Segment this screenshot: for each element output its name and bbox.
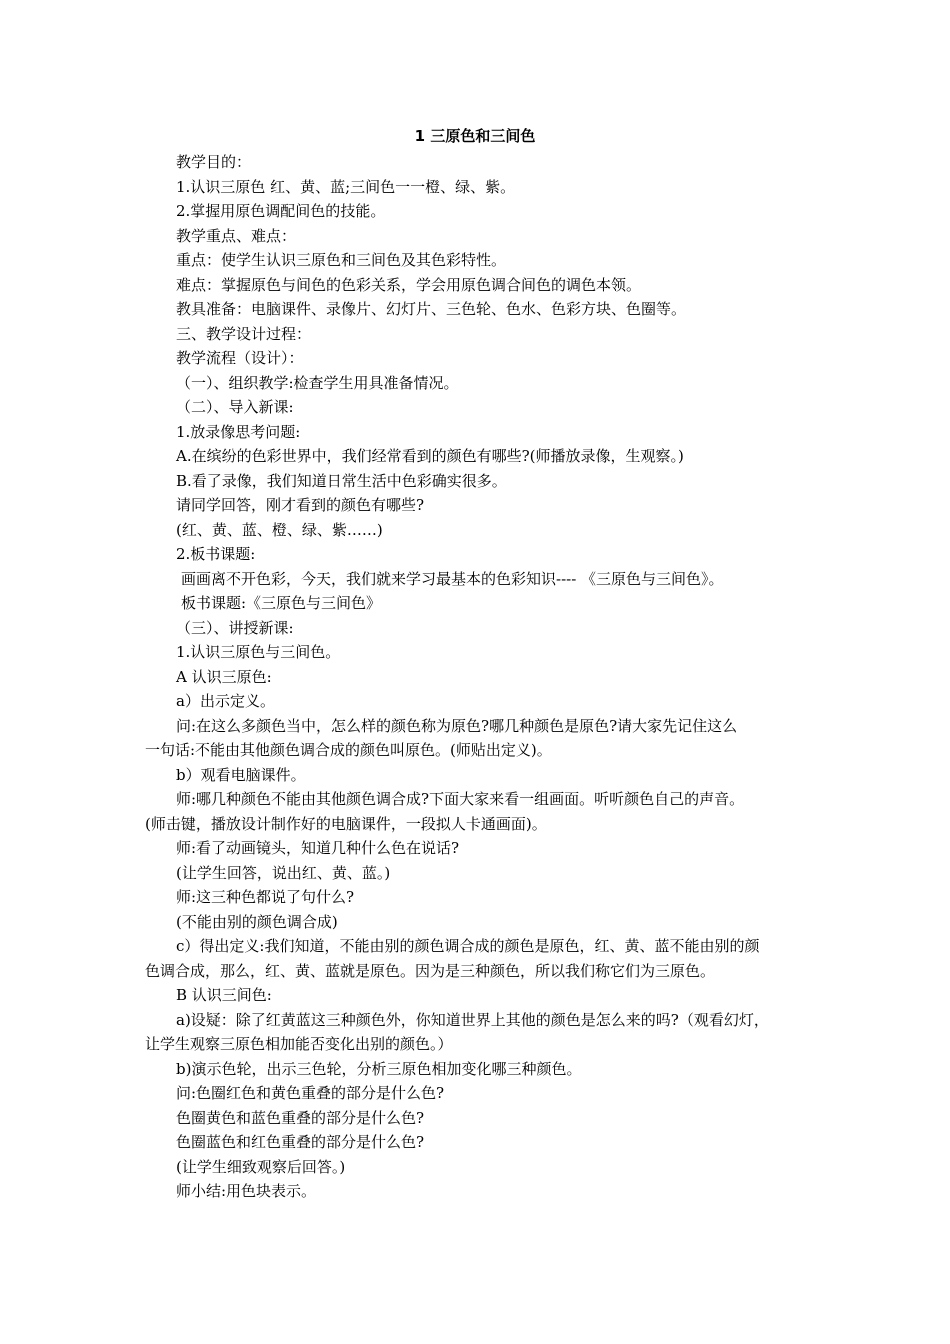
- paragraph-line: (不能由别的颜色调合成): [176, 912, 338, 931]
- paragraph-line: 师:哪几种颜色不能由其他颜色调合成?下面大家来看一组画面。听听颜色自己的声音。: [176, 790, 745, 808]
- paragraph-line: 教学目的：: [176, 153, 252, 171]
- paragraph-line: a)设疑：除了红黄蓝这三种颜色外，你知道世界上其他的颜色是怎么来的吗?（观看幻灯，: [176, 1010, 769, 1029]
- paragraph-line: 师:看了动画镜头，知道几种什么色在说话?: [176, 839, 460, 857]
- paragraph-line: 1.认识三原色 红、黄、蓝;三间色一一橙、绿、紫。: [176, 177, 516, 196]
- paragraph-line: A.在缤纷的色彩世界中，我们经常看到的颜色有哪些?(师播放录像，生观察。): [176, 447, 684, 465]
- paragraph-line: 师小结:用色块表示。: [176, 1182, 317, 1200]
- paragraph-line: 问:在这么多颜色当中，怎么样的颜色称为原色?哪几种颜色是原色?请大家先记住这么: [176, 716, 738, 735]
- paragraph-line: 教学流程（设计）：: [176, 349, 304, 367]
- paragraph-line: 让学生观察三原色相加能否变化出别的颜色。）: [145, 1035, 453, 1053]
- paragraph-line: （二）、导入新课:: [176, 398, 294, 416]
- paragraph-line: 板书课题:《三原色与三间色》: [181, 594, 382, 612]
- paragraph-line: b)演示色轮，出示三色轮，分析三原色相加变化哪三种颜色。: [176, 1059, 582, 1078]
- paragraph-line: （三）、讲授新课:: [176, 618, 294, 637]
- paragraph-line: 1.放录像思考问题:: [176, 422, 301, 441]
- paragraph-line: 一句话:不能由其他颜色调合成的颜色叫原色。(师贴出定义)。: [145, 741, 552, 759]
- paragraph-line: 重点：使学生认识三原色和三间色及其色彩特性。: [176, 251, 507, 269]
- page-title: 1 三原色和三间色: [414, 127, 536, 145]
- paragraph-line: 2.掌握用原色调配间色的技能。: [176, 202, 386, 220]
- paragraph-line: 问:色圈红色和黄色重叠的部分是什么色?: [176, 1084, 445, 1102]
- paragraph-line: 师:这三种色都说了句什么?: [176, 888, 355, 906]
- paragraph-line: 色圈黄色和蓝色重叠的部分是什么色?: [176, 1108, 425, 1127]
- paragraph-line: 色调合成，那么，红、黄、蓝就是原色。因为是三种颜色，所以我们称它们为三原色。: [145, 961, 716, 980]
- paragraph-line: 色圈蓝色和红色重叠的部分是什么色?: [176, 1133, 425, 1151]
- paragraph-line: 难点：掌握原色与间色的色彩关系，学会用原色调合间色的调色本领。: [176, 275, 642, 294]
- paragraph-line: 教具准备：电脑课件、录像片、幻灯片、三色轮、色水、色彩方块、色圈等。: [176, 300, 687, 318]
- paragraph-line: (师击键，播放设计制作好的电脑课件，一段拟人卡通画面)。: [145, 814, 547, 833]
- paragraph-line: b）观看电脑课件。: [176, 765, 306, 784]
- paragraph-line: A 认识三原色:: [176, 667, 272, 686]
- paragraph-line: （一）、组织教学:检查学生用具准备情况。: [176, 373, 459, 392]
- paragraph-line: 请同学回答，刚才看到的颜色有哪些?: [176, 496, 425, 514]
- paragraph-line: 三、教学设计过程：: [176, 324, 312, 343]
- paragraph-line: 画画离不开色彩，今天，我们就来学习最基本的色彩知识---- 《三原色与三间色》。: [181, 569, 724, 588]
- paragraph-line: 2.板书课题:: [176, 545, 256, 563]
- paragraph-line: B.看了录像，我们知道日常生活中色彩确实很多。: [176, 471, 507, 490]
- paragraph-line: (让学生回答，说出红、黄、蓝。): [176, 863, 391, 882]
- paragraph-line: 教学重点、难点：: [176, 226, 297, 245]
- paragraph-line: B 认识三间色:: [176, 986, 272, 1004]
- document-body: [145, 150, 813, 1204]
- paragraph-line: (让学生细致观察后回答。): [176, 1157, 346, 1176]
- paragraph-line: (红、黄、蓝、橙、绿、紫……): [176, 520, 383, 539]
- paragraph-line: c）得出定义:我们知道，不能由别的颜色调合成的颜色是原色，红、黄、蓝不能由别的颜: [176, 937, 760, 955]
- paragraph-line: a）出示定义。: [176, 692, 275, 710]
- paragraph-line: 1.认识三原色与三间色。: [176, 643, 341, 661]
